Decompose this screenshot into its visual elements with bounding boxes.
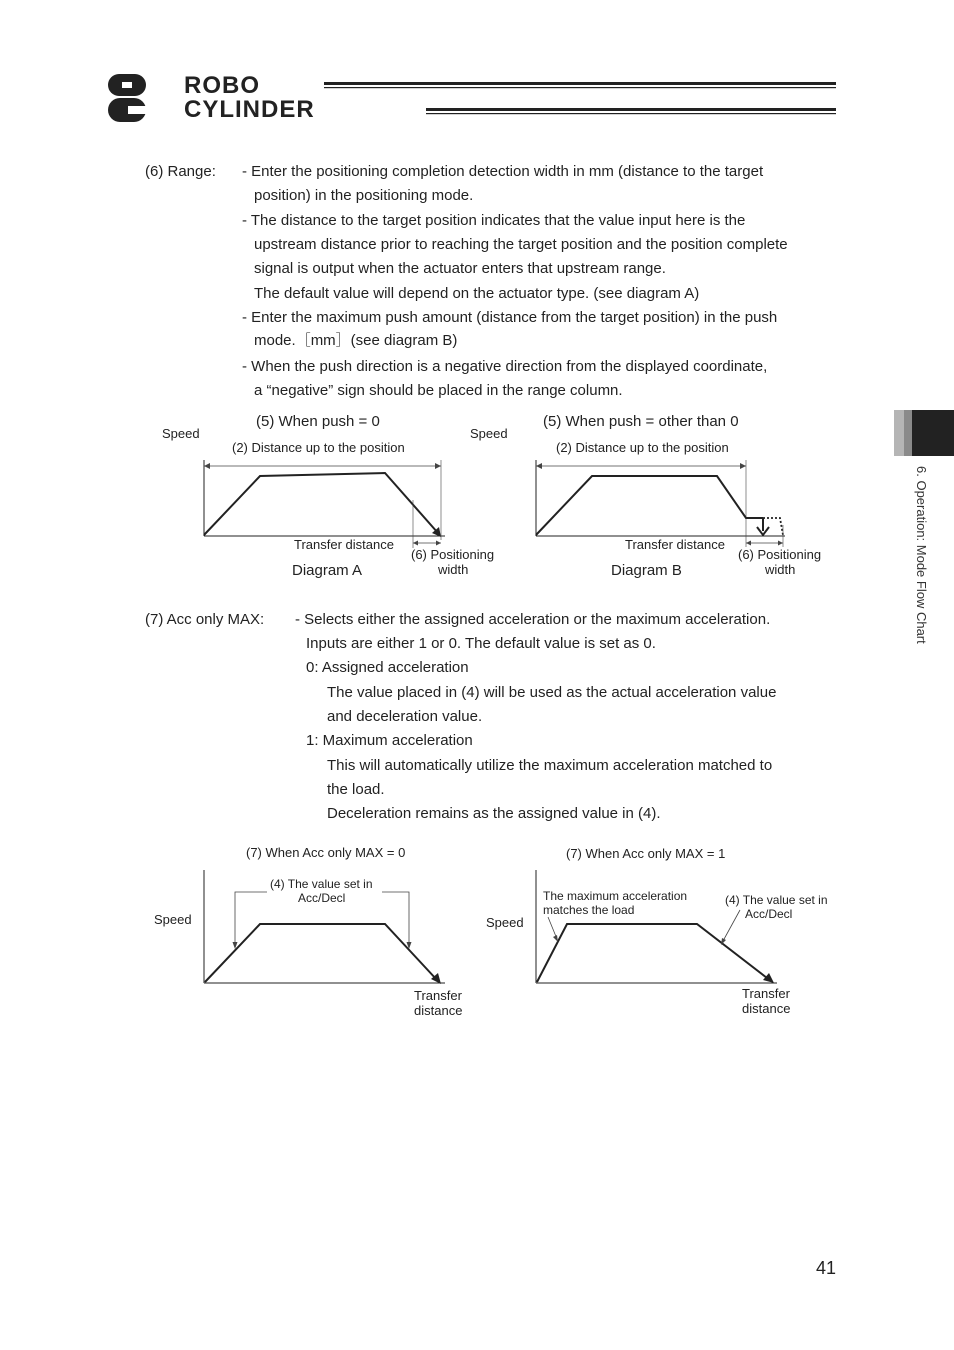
acc-line-5: and deceleration value. <box>327 708 483 725</box>
diagram-c-value-1: (4) The value set in <box>270 877 373 891</box>
diagram-d-value-1: (4) The value set in <box>725 893 828 907</box>
range-line-7: - Enter the maximum push amount (distance from the target position) in the push <box>242 309 778 326</box>
diagram-a <box>195 455 455 550</box>
acc-label: (7) Acc only MAX: <box>145 611 265 628</box>
diagram-b-pos-1: (6) Positioning <box>738 547 822 562</box>
diagram-d-transfer-1: Transfer <box>742 986 790 1001</box>
diagram-b-speed: Speed <box>470 426 508 441</box>
diagram-a-pos-2: width <box>438 562 469 577</box>
range-line-8: mode.［mm］(see diagram B) <box>254 332 458 349</box>
acc-line-4: The value placed in (4) will be used as the actual acceleration value <box>327 684 777 701</box>
logo <box>108 74 838 124</box>
logo-text-cylinder: CYLINDER <box>184 96 315 123</box>
diagram-a-distance: (2) Distance up to the position <box>232 440 405 455</box>
range-line-3: - The distance to the target position indicates that the value input here is the <box>242 212 746 229</box>
diagram-c-title: (7) When Acc only MAX = 0 <box>246 845 406 860</box>
acc-line-3: 0: Assigned acceleration <box>306 659 469 676</box>
range-line-10: a “negative” sign should be placed in the range column. <box>254 382 623 399</box>
diagram-a-speed: Speed <box>162 426 200 441</box>
diagram-b-title: (5) When push = other than 0 <box>543 413 739 430</box>
range-line-1: - Enter the positioning completion detection width in mm (distance to the target <box>242 163 764 180</box>
diagram-d-max-2: matches the load <box>543 903 635 917</box>
diagram-a-caption: Diagram A <box>292 562 363 579</box>
diagram-c-value-2: Acc/Decl <box>298 891 346 905</box>
diagram-b-caption: Diagram B <box>611 562 682 579</box>
range-label: (6) Range: <box>145 163 216 180</box>
range-line-6: The default value will depend on the actuator type. (see diagram A) <box>254 285 700 302</box>
side-tab-label: 6. Operation: Mode Flow Chart <box>914 466 929 644</box>
diagram-c <box>195 865 455 990</box>
acc-line-7: This will automatically utilize the maximum acceleration matched to <box>327 757 773 774</box>
diagram-a-title: (5) When push = 0 <box>256 413 380 430</box>
acc-line-6: 1: Maximum acceleration <box>306 732 473 749</box>
diagram-c-transfer-2: distance <box>414 1003 463 1018</box>
diagram-c-speed: Speed <box>154 912 192 927</box>
diagram-a-transfer: Transfer distance <box>294 537 394 552</box>
diagram-b <box>527 455 792 550</box>
range-line-5: signal is output when the actuator enters that upstream range. <box>254 260 666 277</box>
diagram-d-max-1: The maximum acceleration <box>543 889 688 903</box>
acc-line-8: the load. <box>327 781 385 798</box>
acc-line-1: - Selects either the assigned acceleration or the maximum acceleration. <box>295 611 771 628</box>
range-line-9: - When the push direction is a negative direction from the displayed coordinate, <box>242 358 768 375</box>
range-line-4: upstream distance prior to reaching the target position and the position complete <box>254 236 788 253</box>
diagram-d-transfer-2: distance <box>742 1001 791 1016</box>
acc-line-2: Inputs are either 1 or 0. The default value is set as 0. <box>306 635 656 652</box>
page-number: 41 <box>816 1258 837 1278</box>
diagram-b-distance: (2) Distance up to the position <box>556 440 729 455</box>
diagram-d-value-2: Acc/Decl <box>745 907 793 921</box>
diagram-c-transfer-1: Transfer <box>414 988 462 1003</box>
diagram-d <box>527 865 787 990</box>
range-line-2: position) in the positioning mode. <box>254 187 474 204</box>
acc-line-9: Deceleration remains as the assigned value in (4). <box>327 805 661 822</box>
diagram-d-speed: Speed <box>486 915 524 930</box>
side-tab-block <box>894 410 954 456</box>
logo-text-robo: ROBO <box>184 72 260 99</box>
diagram-a-pos-1: (6) Positioning <box>411 547 495 562</box>
diagram-d-title: (7) When Acc only MAX = 1 <box>566 846 726 861</box>
diagram-b-pos-2: width <box>765 562 796 577</box>
diagram-b-transfer: Transfer distance <box>625 537 725 552</box>
